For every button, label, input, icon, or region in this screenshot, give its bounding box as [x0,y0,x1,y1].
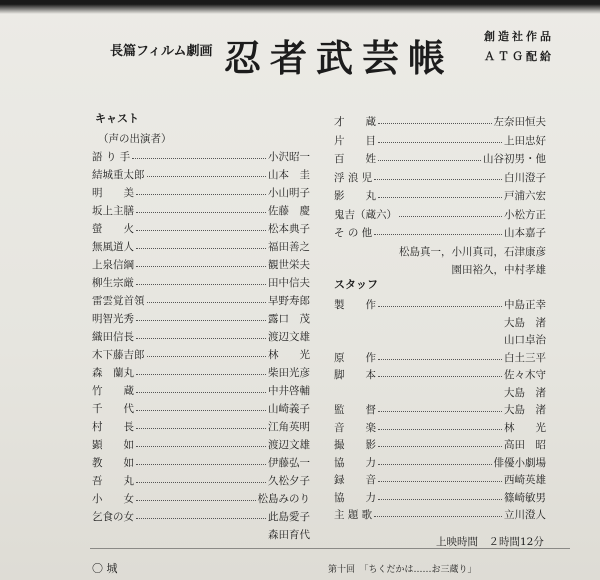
credit-row [334,506,546,523]
credit-name: 江角英明 [268,421,310,433]
credit-row [334,436,546,453]
credit-name: 小山明子 [268,187,310,199]
credit-name: 俳優小劇場 [493,456,546,469]
credit-row [92,490,310,507]
credit-row [92,148,310,165]
dot-leader [147,176,267,177]
credit-row [334,132,546,149]
credit-role: 結城重太郎 [92,169,145,181]
credit-row [334,314,546,331]
credit-name: 左奈田恒夫 [493,116,546,128]
credit-name: 佐藤 慶 [268,205,310,217]
credit-role: 明智光秀 [92,313,134,325]
credit-name: 渡辺文雄 [268,439,310,451]
credit-name: 此島愛子 [268,511,310,523]
dot-leader [378,306,502,307]
credit-row [92,292,310,309]
credit-role: 片 目 [334,134,376,147]
dot-leader [136,338,266,339]
credit-role: 百 姓 [334,153,376,165]
credit-role: 主 題 歌 [334,509,373,521]
credit-row [92,238,310,255]
dot-leader [136,392,266,393]
dot-leader [374,179,502,180]
voice-cast-note: （声の出演者） [98,133,172,145]
dot-leader [136,464,266,465]
credit-name: 大島 渚 [504,386,546,399]
credit-role: 千 代 [92,403,134,415]
credit-row [92,382,310,399]
credit-name: 山口卓治 [504,334,546,346]
credit-row [334,366,546,383]
credit-name: 露口 茂 [268,313,310,325]
credit-role: 影 丸 [334,190,376,202]
credit-name: 観世栄夫 [268,259,310,271]
credit-row [334,206,546,223]
footer-right-text: 第十回 「ちくだかは……お三蔵り」 [328,565,477,575]
credit-role: 無風道人 [92,241,134,253]
dot-leader [378,429,502,430]
dot-leader [378,464,492,465]
credit-row [92,472,310,489]
credit-row [334,169,546,186]
credit-row [334,150,546,167]
staff-heading: スタッフ [334,278,378,291]
credit-role: 吾 丸 [92,475,134,487]
credit-row [334,384,546,401]
credit-row [92,184,310,201]
credit-name: 立川澄人 [504,509,546,521]
credit-row [92,166,310,183]
credit-role: 鬼吉（蔵六） [334,208,397,221]
credit-role: 監 督 [334,404,376,416]
credit-row [334,419,546,436]
credit-role: 浮 浪 児 [334,171,373,184]
credit-name: 佐々木守 [504,369,546,381]
credit-name: 伊藤弘一 [268,457,310,469]
credit-role: 雷雲覚首領 [92,295,145,307]
cast-heading: キャスト [95,112,139,125]
credit-row [92,346,310,363]
credit-row [334,401,546,418]
credit-name: 田中信夫 [268,277,310,289]
credit-row [92,454,310,471]
dot-leader [136,248,266,249]
credit-name: 山本 圭 [268,169,310,181]
credit-name: 白川澄子 [504,171,546,184]
credit-role: 才 蔵 [334,116,376,128]
footer-divider [90,548,570,549]
credit-row [92,436,310,453]
credit-name: 福田善之 [268,241,310,253]
credit-role: 螢 火 [92,223,134,235]
film-title: 忍者武芸帳 [224,37,454,80]
credit-role: 木下藤吉郎 [92,349,145,361]
credit-role: 乞食の女 [92,511,134,523]
dot-leader [374,234,502,235]
dot-leader [378,359,502,360]
credit-role: 織田信長 [92,331,134,343]
header [0,20,600,90]
credit-role: 上泉信綱 [92,259,134,271]
dot-leader [136,518,266,519]
dot-leader [136,284,266,285]
credit-row [92,256,310,273]
credit-name: 山崎義子 [268,403,310,415]
credit-name: 山本嘉子 [504,227,546,239]
credit-name: 大島 渚 [504,316,546,329]
credit-role: 坂上主膳 [92,205,134,217]
credit-row [92,526,310,543]
top-shadow [0,0,600,14]
credit-row [92,508,310,525]
credit-role: 製 作 [334,299,376,311]
credit-role: 録 音 [334,474,376,486]
dot-leader [378,142,502,143]
dot-leader [378,499,502,500]
credit-name: 小松方正 [504,208,546,221]
credit-role: 協 力 [334,456,376,469]
dot-leader [136,374,266,375]
credit-row [334,224,546,241]
dot-leader [399,216,502,217]
credit-role: 森 蘭丸 [92,367,134,379]
film-subtitle: 長篇フィルム劇画 [110,44,213,59]
dot-leader [147,302,267,303]
credit-name: 森田育代 [268,529,310,541]
credit-role: 顕 如 [92,439,134,451]
credit-name: 林 光 [504,421,546,434]
dot-leader [136,410,266,411]
credit-name: 大島 渚 [504,404,546,416]
dot-leader [378,376,502,377]
credit-row [334,489,546,506]
dot-leader [132,158,266,159]
credit-name: 久松夕子 [268,475,310,487]
credit-role: 脚 本 [334,369,376,381]
dot-leader [136,428,266,429]
dot-leader [136,500,256,501]
credit-name: 西崎英雄 [504,474,546,486]
dot-leader [378,197,502,198]
credit-name: 園田裕久，中村孝雄 [451,264,546,276]
distributor-credit: ＡＴＧ配給 [484,50,554,63]
credit-row [334,187,546,204]
runtime: 上映時間 ２時間12分 [436,536,544,548]
dot-leader [378,411,502,412]
credit-row [92,202,310,219]
dot-leader [136,320,266,321]
credit-role: 音 楽 [334,421,376,434]
credit-role: 原 作 [334,351,376,364]
dot-leader [136,266,266,267]
credit-name: 松島真一，小川真司，石津康彦 [399,245,546,258]
credit-row [92,274,310,291]
credit-row [334,331,546,348]
credit-name: 渡辺文雄 [268,331,310,343]
dot-leader [136,194,266,195]
dot-leader [374,516,502,517]
dot-leader [378,160,481,161]
credit-name: 戸浦六宏 [504,190,546,202]
credit-role: 村 長 [92,421,134,433]
credit-name: 高田 昭 [504,439,546,451]
credit-row [334,113,546,130]
credit-row [92,310,310,327]
credit-role: 小 女 [92,493,134,505]
credit-name: 早野寿郎 [268,295,310,307]
credit-role: 明 美 [92,187,134,199]
credit-row [334,471,546,488]
credit-row [92,220,310,237]
credit-role: 協 力 [334,491,376,504]
credit-row [334,454,546,471]
credit-name: 中井啓輔 [268,385,310,397]
studio-credit: 創造社作品 [484,30,554,43]
credit-role: 語 り 手 [92,151,131,163]
dot-leader [378,123,492,124]
credit-row [92,364,310,381]
credit-row [334,349,546,366]
dot-leader [378,481,502,482]
dot-leader [378,446,502,447]
credit-name: 白土三平 [504,351,546,364]
credit-name: 篠崎敏男 [504,491,546,504]
credit-role: そ の 他 [334,227,373,239]
credit-name: 柴田光彦 [268,367,310,379]
credit-role: 撮 影 [334,439,376,451]
dot-leader [136,482,266,483]
credit-row [334,243,546,260]
credit-name: 上田忠好 [504,134,546,147]
dot-leader [147,356,267,357]
credit-role: 竹 蔵 [92,385,134,397]
credit-row [92,400,310,417]
credit-row [92,418,310,435]
dot-leader [136,212,266,213]
credit-name: 林 光 [268,349,310,361]
credit-name: 中島正幸 [504,299,546,311]
credit-role: 柳生宗厳 [92,277,134,289]
credit-name: 松島みのり [257,493,310,505]
credit-row [92,328,310,345]
credit-name: 小沢昭一 [268,151,310,163]
dot-leader [136,446,266,447]
credit-name: 山谷初男・他 [483,153,546,165]
dot-leader [136,230,266,231]
credit-row [334,296,546,313]
footer-left-text: 〇 城 [92,562,118,575]
credit-name: 松本典子 [268,223,310,235]
credit-role: 教 如 [92,457,134,469]
